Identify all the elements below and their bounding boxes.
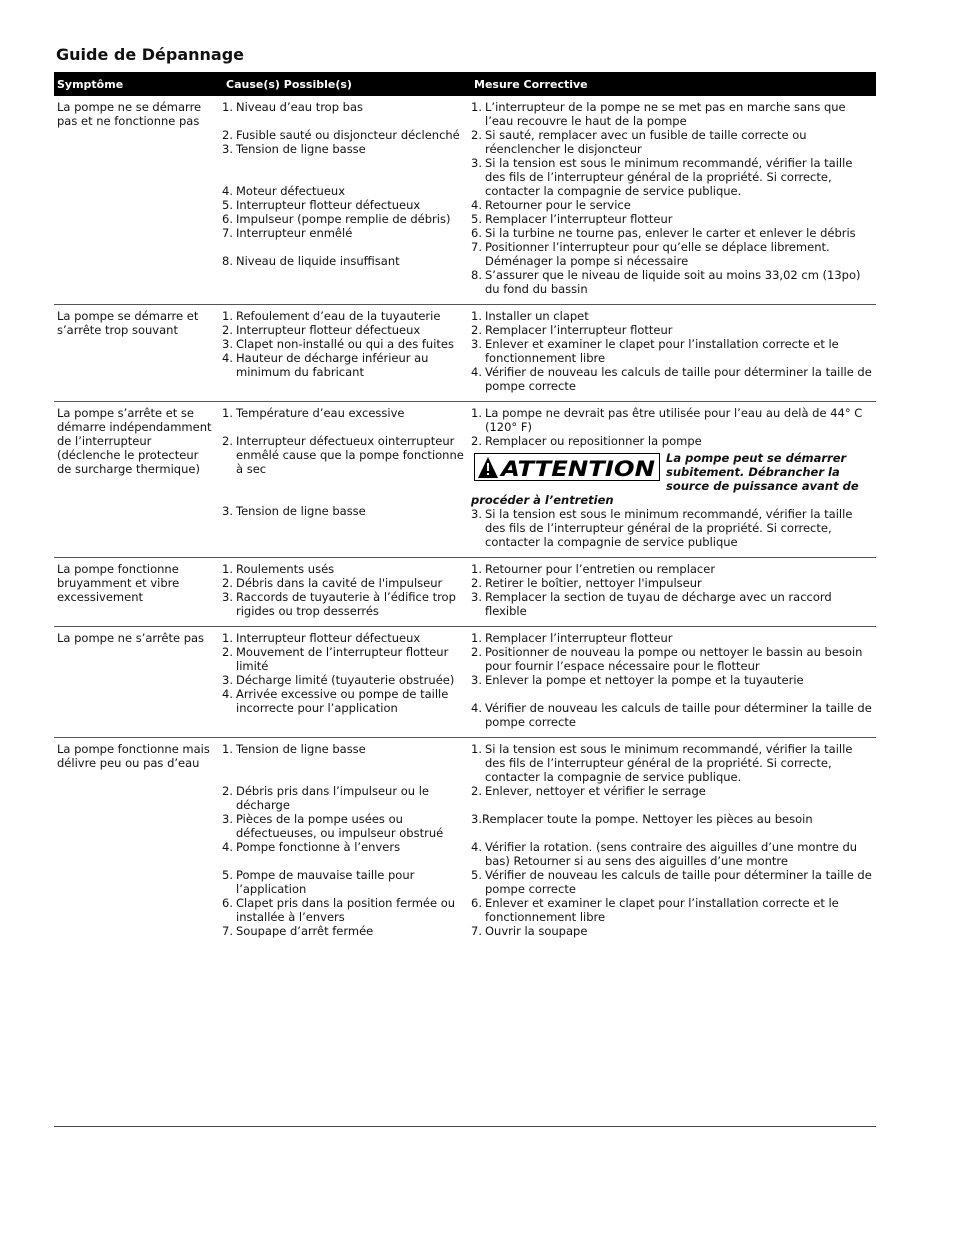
item-number: 2. <box>222 645 233 659</box>
fix-item <box>471 365 874 393</box>
cause-item <box>222 868 466 896</box>
item-text: Installer un clapet <box>485 309 589 323</box>
fix-cell <box>468 558 876 627</box>
item-number: 6. <box>222 212 233 226</box>
item-number: 7. <box>471 924 482 938</box>
fix-item <box>471 198 874 212</box>
item-text: Température d’eau excessive <box>236 406 405 420</box>
cause-item <box>222 198 466 212</box>
item-number: 2. <box>471 645 482 659</box>
item-text: La pompe ne devrait pas être utilisée pour l’eau au delà de 44° C (120° F) <box>485 406 863 434</box>
item-text: Si la tension est sous le minimum recommandé, vérifier la taille des fils de l’interrupteur général de la propriété. Si correcte, contacter la compagnie de service publique. <box>485 742 853 784</box>
fix-item <box>471 590 874 618</box>
cause-item <box>222 184 466 198</box>
item-text: Clapet pris dans la position fermée ou installée à l’envers <box>236 896 456 924</box>
fix-item <box>471 226 874 240</box>
item-number: 3. <box>471 337 482 351</box>
item-number: 5. <box>471 212 482 226</box>
item-text: Enlever et examiner le clapet pour l’installation correcte et le fonctionnement libre <box>485 896 839 924</box>
cause-item <box>222 631 466 645</box>
fix-cell <box>468 738 876 947</box>
cause-item <box>222 226 466 240</box>
fix-item <box>471 631 874 645</box>
item-number: 3. <box>222 337 233 351</box>
item-number: 2. <box>222 434 233 448</box>
header-symptom: Symptôme <box>54 72 222 96</box>
fix-item <box>471 840 874 868</box>
item-number: 2. <box>471 784 482 798</box>
item-text: Hauteur de décharge inférieur au minimum du fabricant <box>236 351 429 379</box>
item-text: Impulseur (pompe remplie de débris) <box>236 212 451 226</box>
item-number: 1. <box>222 562 233 576</box>
item-number: 4. <box>471 198 482 212</box>
item-text: Refoulement d’eau de la tuyauterie <box>236 309 441 323</box>
item-text: 3.Remplacer toute la pompe. Nettoyer les pièces au besoin <box>471 812 813 826</box>
item-number: 1. <box>471 562 482 576</box>
fix-item <box>471 812 874 826</box>
item-text: Vérifier la rotation. (sens contraire des aiguilles d’une montre du bas) Retourner si au sens des aiguilles d’une montre <box>485 840 858 868</box>
causes-cell <box>222 402 468 558</box>
cause-item <box>222 924 466 938</box>
cause-item <box>222 812 466 840</box>
item-number: 1. <box>471 742 482 756</box>
fix-item <box>471 645 874 673</box>
item-text: Raccords de tuyauterie à l’édifice trop rigides ou trop desserrés <box>236 590 456 618</box>
item-text: Débris dans la cavité de l'impulseur <box>236 576 443 590</box>
item-text: Interrupteur flotteur défectueux <box>236 198 421 212</box>
fix-cell <box>468 402 876 558</box>
cause-item <box>222 212 466 226</box>
item-text: Remplacer l’interrupteur flotteur <box>485 323 673 337</box>
item-text: Arrivée excessive ou pompe de taille incorrecte pour l’application <box>236 687 449 715</box>
item-text: Pièces de la pompe usées ou défectueuses, ou impulseur obstrué <box>236 812 444 840</box>
cause-item <box>222 673 466 687</box>
symptom-cell: La pompe s’arrête et se démarre indépendamment de l’interrupteur (déclenche le protecteur de surcharge thermique) <box>57 406 212 476</box>
item-number: 3. <box>471 507 482 521</box>
item-text: Tension de ligne basse <box>236 504 366 518</box>
fix-item <box>471 100 874 128</box>
cause-item <box>222 784 466 812</box>
causes-cell <box>222 96 468 305</box>
item-number: 3. <box>222 142 233 156</box>
item-number: 2. <box>471 434 482 448</box>
item-number: 5. <box>471 868 482 882</box>
fix-item <box>471 268 874 296</box>
item-number: 6. <box>471 896 482 910</box>
item-text: Positionner de nouveau la pompe ou nettoyer le bassin au besoin pour fournir l’espace nécessaire pour le flotteur <box>485 645 863 673</box>
item-text: Mouvement de l’interrupteur flotteur limité <box>236 645 449 673</box>
item-number: 3. <box>222 812 233 826</box>
cause-item <box>222 142 466 156</box>
item-text: Si la tension est sous le minimum recommandé, vérifier la taille des fils de l’interrupteur général de la propriété. Si correcte, contacter la compagnie de service publique <box>485 507 853 549</box>
cause-item <box>222 687 466 715</box>
item-text: Positionner l’interrupteur pour qu’elle se déplace librement. Déménager la pompe si nécessaire <box>485 240 830 268</box>
item-number: 3. <box>471 673 482 687</box>
item-text: Interrupteur enmêlé <box>236 226 353 240</box>
item-text: Fusible sauté ou disjoncteur déclenché <box>236 128 460 142</box>
fix-item <box>471 701 874 729</box>
item-text: Pompe de mauvaise taille pour l’application <box>236 868 415 896</box>
item-number: 8. <box>222 254 233 268</box>
fix-item <box>471 337 874 365</box>
item-number: 1. <box>222 631 233 645</box>
symptom-cell: La pompe ne se démarre pas et ne fonctionne pas <box>57 100 202 128</box>
attention-text: La pompe peut se démarrer subitement. Débrancher la source de puissance avant de procéder à l’entretien <box>471 451 859 507</box>
item-number: 6. <box>471 226 482 240</box>
cause-item <box>222 590 466 618</box>
fix-item <box>471 240 874 268</box>
item-number: 3. <box>222 504 233 518</box>
cause-item <box>222 434 466 476</box>
item-text: Interrupteur défectueux ointerrupteur enmêlé cause que la pompe fonctionne à sec <box>236 434 464 476</box>
item-text: Interrupteur flotteur défectueux <box>236 323 421 337</box>
item-number: 1. <box>222 406 233 420</box>
fix-item <box>471 562 874 576</box>
fix-item <box>471 507 874 549</box>
fix-item <box>471 434 874 448</box>
table-row <box>54 627 876 738</box>
item-text: S’assurer que le niveau de liquide soit au moins 33,02 cm (13po) du fond du bassin <box>485 268 861 296</box>
cause-item <box>222 254 466 268</box>
item-number: 1. <box>471 631 482 645</box>
attention-warning <box>471 451 874 507</box>
fix-item <box>471 309 874 323</box>
cause-item <box>222 323 466 337</box>
item-number: 2. <box>222 323 233 337</box>
table-row <box>54 305 876 402</box>
item-text: Si la tension est sous le minimum recommandé, vérifier la taille des fils de l’interrupteur général de la propriété. Si correcte, contacter la compagnie de service publique. <box>485 156 853 198</box>
item-number: 3. <box>222 673 233 687</box>
fix-cell <box>468 96 876 305</box>
item-text: Roulements usés <box>236 562 335 576</box>
item-text: Retourner pour l’entretien ou remplacer <box>485 562 716 576</box>
item-text: Tension de ligne basse <box>236 142 366 156</box>
item-number: 4. <box>222 184 233 198</box>
fix-item <box>471 924 874 938</box>
cause-item <box>222 406 466 420</box>
item-text: Remplacer la section de tuyau de décharge avec un raccord flexible <box>485 590 832 618</box>
footer-divider <box>54 1126 876 1127</box>
cause-item <box>222 337 466 351</box>
causes-cell <box>222 738 468 947</box>
fix-item <box>471 128 874 156</box>
item-text: Remplacer l’interrupteur flotteur <box>485 212 673 226</box>
item-text: Retourner pour le service <box>485 198 631 212</box>
item-number: 5. <box>222 198 233 212</box>
item-text: Décharge limité (tuyauterie obstruée) <box>236 673 455 687</box>
causes-cell <box>222 305 468 402</box>
cause-item <box>222 742 466 756</box>
fix-item <box>471 868 874 896</box>
item-text: Soupape d’arrêt fermée <box>236 924 374 938</box>
fix-item <box>471 896 874 924</box>
item-number: 4. <box>222 687 233 701</box>
item-number: 1. <box>471 100 482 114</box>
item-text: Niveau d’eau trop bas <box>236 100 364 114</box>
item-number: 1. <box>471 406 482 420</box>
item-number: 3. <box>471 156 482 170</box>
cause-item <box>222 504 466 518</box>
header-fix: Mesure Corrective <box>468 72 876 96</box>
item-text: Remplacer ou repositionner la pompe <box>485 434 702 448</box>
cause-item <box>222 309 466 323</box>
table-row <box>54 558 876 627</box>
item-number: 4. <box>222 840 233 854</box>
fix-item <box>471 323 874 337</box>
item-text: Pompe fonctionne à l’envers <box>236 840 401 854</box>
item-number: 7. <box>222 226 233 240</box>
page-title: Guide de Dépannage <box>56 45 245 64</box>
fix-item <box>471 406 874 434</box>
item-number: 4. <box>471 365 482 379</box>
item-number: 4. <box>222 351 233 365</box>
item-number: 2. <box>471 128 482 142</box>
item-number: 4. <box>471 840 482 854</box>
item-text: Interrupteur flotteur défectueux <box>236 631 421 645</box>
item-number: 4. <box>471 701 482 715</box>
fix-item <box>471 742 874 784</box>
item-text: Enlever et examiner le clapet pour l’installation correcte et le fonctionnement libre <box>485 337 839 365</box>
table-row <box>54 738 876 947</box>
item-text: Clapet non-installé ou qui a des fuites <box>236 337 454 351</box>
item-number: 2. <box>222 576 233 590</box>
item-text: Si la turbine ne tourne pas, enlever le carter et enlever le débris <box>485 226 856 240</box>
item-number: 2. <box>471 576 482 590</box>
cause-item <box>222 896 466 924</box>
attention-icon <box>474 453 660 481</box>
item-number: 1. <box>222 100 233 114</box>
fix-item <box>471 576 874 590</box>
symptom-cell: La pompe fonctionne mais délivre peu ou pas d’eau <box>57 742 210 770</box>
item-number: 3. <box>471 590 482 604</box>
attention-word: ATTENTION <box>498 457 656 481</box>
troubleshooting-table <box>54 72 876 946</box>
cause-item <box>222 562 466 576</box>
item-text: Débris pris dans l’impulseur ou le décharge <box>236 784 429 812</box>
item-text: Vérifier de nouveau les calculs de taille pour déterminer la taille de pompe correcte <box>485 701 872 729</box>
item-text: Vérifier de nouveau les calculs de taille pour déterminer la taille de pompe correcte <box>485 868 872 896</box>
item-text: Tension de ligne basse <box>236 742 366 756</box>
item-number: 1. <box>222 742 233 756</box>
causes-cell <box>222 627 468 738</box>
cause-item <box>222 645 466 673</box>
fix-item <box>471 784 874 798</box>
item-text: Moteur défectueux <box>236 184 346 198</box>
header-causes: Cause(s) Possible(s) <box>222 72 468 96</box>
causes-cell <box>222 558 468 627</box>
fix-item <box>471 673 874 687</box>
item-number: 5. <box>222 868 233 882</box>
cause-item <box>222 128 466 142</box>
fix-item <box>471 156 874 198</box>
item-text: Si sauté, remplacer avec un fusible de taille correcte ou réenclencher le disjoncteur <box>485 128 807 156</box>
item-text: Vérifier de nouveau les calculs de taille pour déterminer la taille de pompe correcte <box>485 365 872 393</box>
fix-cell <box>468 305 876 402</box>
item-number: 6. <box>222 896 233 910</box>
table-row <box>54 96 876 305</box>
item-text: L’interrupteur de la pompe ne se met pas en marche sans que l’eau recouvre le haut de la pompe <box>485 100 846 128</box>
item-number: 7. <box>222 924 233 938</box>
item-text: Niveau de liquide insuffisant <box>236 254 400 268</box>
item-text: Ouvrir la soupape <box>485 924 588 938</box>
symptom-cell: La pompe ne s’arrête pas <box>57 631 205 645</box>
table-header-row <box>54 72 876 96</box>
item-number: 2. <box>471 323 482 337</box>
item-text: Enlever, nettoyer et vérifier le serrage <box>485 784 706 798</box>
fix-cell <box>468 627 876 738</box>
item-text: Remplacer l’interrupteur flotteur <box>485 631 673 645</box>
item-number: 1. <box>222 309 233 323</box>
item-number: 2. <box>222 128 233 142</box>
fix-item <box>471 212 874 226</box>
item-text: Enlever la pompe et nettoyer la pompe et la tuyauterie <box>485 673 804 687</box>
item-number: 7. <box>471 240 482 254</box>
symptom-cell: La pompe fonctionne bruyamment et vibre excessivement <box>57 562 180 604</box>
item-number: 1. <box>471 309 482 323</box>
table-row <box>54 402 876 558</box>
item-number: 3. <box>222 590 233 604</box>
cause-item <box>222 576 466 590</box>
cause-item <box>222 100 466 114</box>
item-text: Retirer le boîtier, nettoyer l'impulseur <box>485 576 702 590</box>
cause-item <box>222 351 466 379</box>
symptom-cell: La pompe se démarre et s’arrête trop souvant <box>57 309 199 337</box>
item-number: 2. <box>222 784 233 798</box>
item-number: 8. <box>471 268 482 282</box>
cause-item <box>222 840 466 854</box>
